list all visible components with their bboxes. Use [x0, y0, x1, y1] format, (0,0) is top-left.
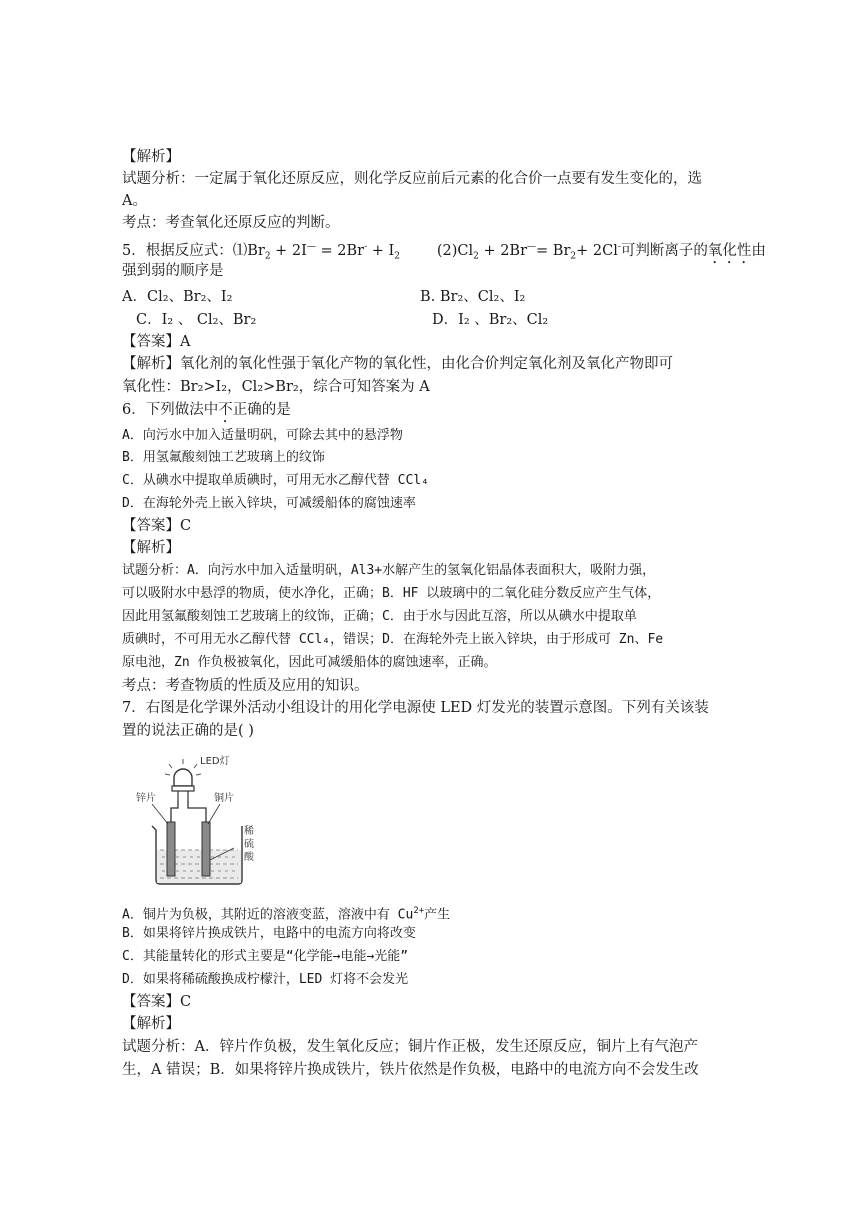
q5-stem: 5．根据反应式：$⑴Br_2 + 2I^— = 2Br^- + I_2$ $(2)Cl_2 + 2Br^—= Br_2+ 2Cl^-$可判断离子的氧化性由: [122, 242, 766, 262]
q5-option-c: C．I₂ 、 Cl₂、Br₂: [136, 312, 257, 328]
q5-option-d: D．I₂ 、Br₂、Cl₂: [432, 312, 549, 328]
q5-option-a: A．Cl₂、Br₂、I₂: [122, 289, 233, 305]
q7-answer: 【答案】C: [122, 994, 192, 1010]
q5-options-row-1: [122, 286, 742, 308]
led-label: LED灯: [200, 756, 230, 767]
q6-option-d: D．在海轮外壳上嵌入锌块，可减缓船体的腐蚀速率: [122, 496, 416, 511]
q6-analysis-line: 可以吸附水中悬浮的物质，使水净化，正确；B．HF 以玻璃中的二氧化硅分数反应产生气体，: [122, 586, 661, 601]
q7-stem: 7．右图是化学课外活动小组设计的用化学电源使 LED 灯发光的装置示意图。下列有关该装: [122, 700, 709, 716]
analysis-heading: 【解析】: [122, 149, 180, 165]
q7-stem-continued: 置的说法正确的是( ): [122, 723, 254, 739]
q6-analysis-line: 质碘时，不可用无水乙醇代替 CCl₄，错误；D．在海轮外壳上嵌入锌块，由于形成可 Zn、Fe: [122, 632, 664, 647]
q7-option-b: B．如果将锌片换成铁片，电路中的电流方向将改变: [122, 926, 416, 941]
copper-electrode: [202, 822, 210, 876]
q7-option-c: C．其能量转化的形式主要是“化学能→电能→光能”: [122, 949, 409, 964]
q7-option-d: D．如果将稀硫酸换成柠檬汁，LED 灯将不会发光: [122, 972, 409, 987]
zinc-label: 锌片: [136, 793, 156, 804]
q6-stem: 6．下列做法中不正确的是: [122, 402, 291, 418]
q6-option-c: C．从碘水中提取单质碘时，可用无水乙醇代替 CCl₄: [122, 473, 429, 488]
emphasis-text: 不: [218, 402, 233, 418]
emphasis-text: 氧化性: [707, 242, 752, 259]
q5-stem-continued: 强到弱的顺序是: [122, 263, 224, 279]
q4-analysis-line: 试题分析：一定属于氧化还原反应，则化学反应前后元素的化合价一点要有发生变化的，选: [122, 171, 702, 187]
acid-label: 硫: [244, 839, 254, 850]
q5-options-row-2: [122, 309, 742, 331]
q5-analysis-line: 【解析】氧化剂的氧化性强于氧化产物的氧化性，由化合价判定氧化剂及氧化产物即可: [122, 356, 673, 372]
q6-option-b: B．用氢氟酸刻蚀工艺玻璃上的纹饰: [122, 450, 325, 465]
q5-answer: 【答案】A: [122, 334, 191, 350]
q6-analysis-line: 原电池，Zn 作负极被氧化，因此可减缓船体的腐蚀速率，正确。: [122, 655, 497, 670]
q5-option-b: B. Br₂、Cl₂、I₂: [420, 289, 526, 305]
zinc-electrode: [167, 822, 175, 876]
q7-analysis-line: 试题分析：A．锌片作负极，发生氧化反应；铜片作正极，发生还原反应，铜片上有气泡产: [122, 1039, 698, 1055]
q6-analysis-heading: 【解析】: [122, 540, 180, 556]
q6-analysis-line: 试题分析：A．向污水中加入适量明矾，Al3+水解产生的氢氧化铝晶体表面积大，吸附力强，: [122, 563, 656, 578]
led-bulb-icon: [165, 759, 201, 800]
q4-exam-point: 考点：考查氧化还原反应的判断。: [122, 215, 340, 231]
q4-analysis-line: A。: [122, 193, 147, 209]
q5-analysis-line: 氧化性：Br₂>I₂，Cl₂>Br₂，综合可知答案为 A: [122, 379, 430, 395]
q6-option-a: A．向污水中加入适量明矾，可除去其中的悬浮物: [122, 428, 403, 443]
q6-exam-point: 考点：考查物质的性质及应用的知识。: [122, 678, 369, 694]
q7-option-a: A．铜片为负极，其附近的溶液变蓝，溶液中有 $Cu^{2+}$产生: [122, 906, 451, 923]
q7-analysis-heading: 【解析】: [122, 1016, 180, 1032]
acid-label: 稀: [244, 826, 254, 837]
q6-answer: 【答案】C: [122, 518, 192, 534]
q6-analysis-line: 因此用氢氟酸刻蚀工艺玻璃上的纹饰，正确；C．由于水与因此互溶，所以从碘水中提取单: [122, 609, 637, 624]
led-circuit-figure: [134, 750, 264, 886]
acid-label: 酸: [244, 852, 254, 863]
copper-label: 铜片: [214, 793, 234, 804]
q7-analysis-line: 生，A 错误；B．如果将锌片换成铁片，铁片依然是作负极，电路中的电流方向不会发生改: [122, 1062, 699, 1078]
